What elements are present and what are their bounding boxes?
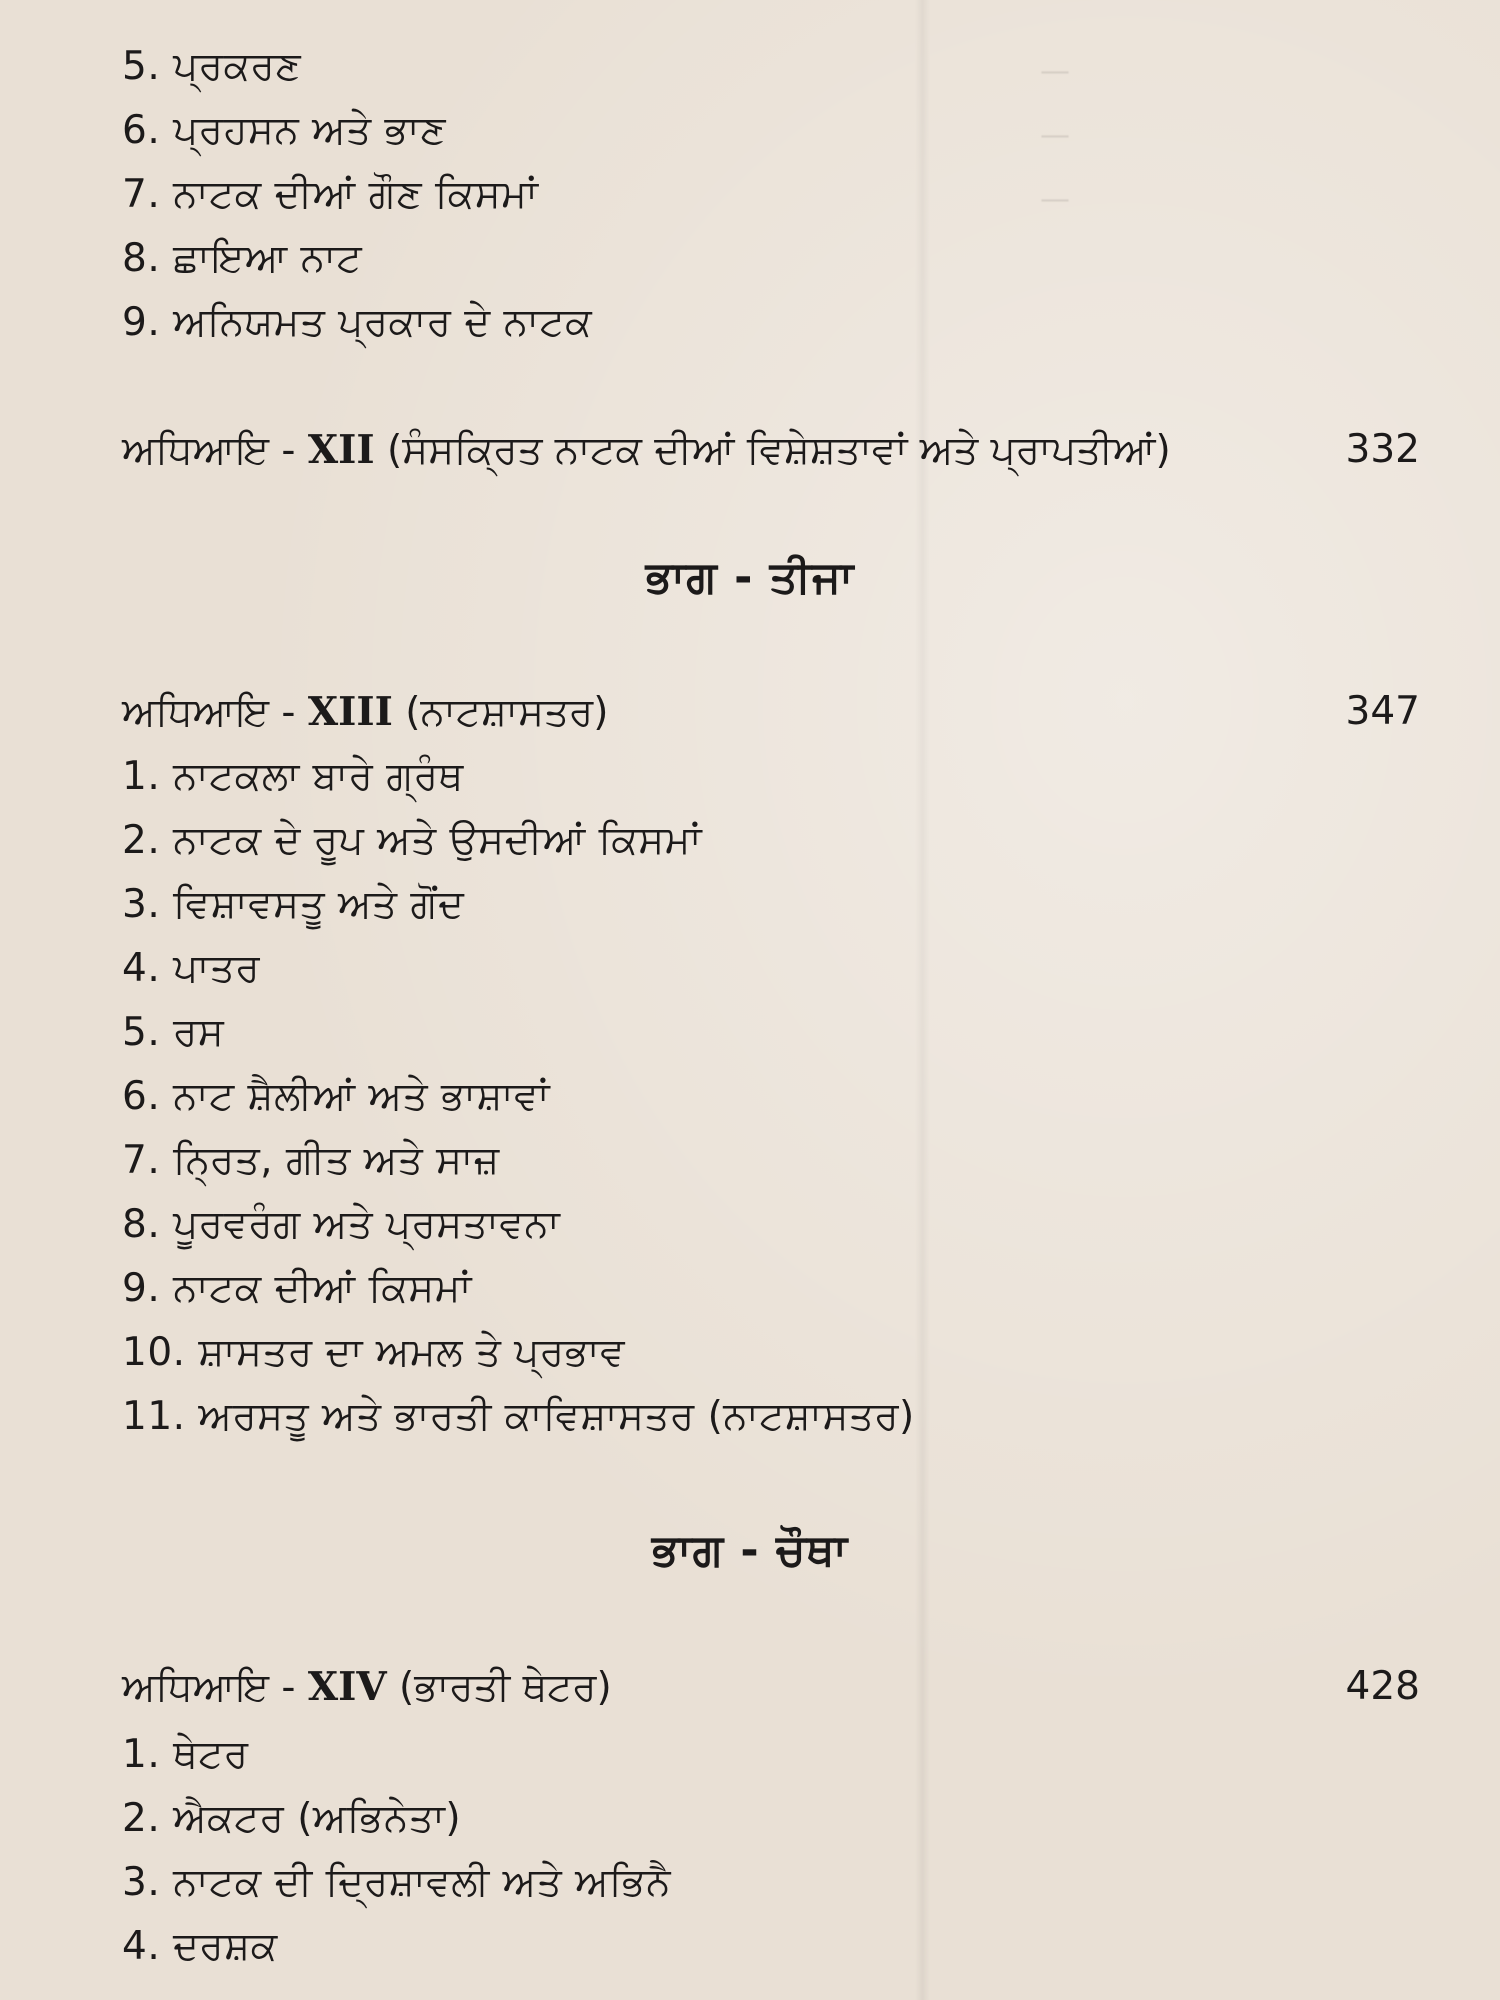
list-top <box>122 35 592 355</box>
list-item: 9. ਅਨਿਯਮਤ ਪ੍ਰਕਾਰ ਦੇ ਨਾਟਕ <box>122 300 593 345</box>
chapter-title: (ਨਾਟਸ਼ਾਸਤਰ) <box>392 690 609 735</box>
part-3-heading: ਭਾਗ - ਤੀਜਾ <box>645 552 855 603</box>
list-item: 9. ਨਾਟਕ ਦੀਆਂ ਕਿਸਮਾਂ <box>122 1266 472 1311</box>
list-item: 3. ਵਿਸ਼ਾਵਸਤੂ ਅਤੇ ਗੋਂਦ <box>122 882 465 927</box>
list-item: 8. ਛਾਇਆ ਨਾਟ <box>122 236 363 281</box>
list-item: 5. ਰਸ <box>122 1010 225 1055</box>
chapter-prefix: ਅਧਿਆਇ - <box>122 1665 308 1710</box>
list-chapter-14 <box>122 1723 671 1979</box>
chapter-page-number: 332 <box>1345 427 1420 472</box>
chapter-roman-numeral: XII <box>307 427 375 473</box>
chapter-14-heading <box>122 1655 1420 1719</box>
list-item: 6. ਪ੍ਰਹਸਨ ਅਤੇ ਭਾਣ <box>122 108 446 153</box>
list-item: 8. ਪੂਰਵਰੰਗ ਅਤੇ ਪ੍ਰਸਤਾਵਨਾ <box>122 1202 561 1247</box>
list-chapter-13 <box>122 745 915 1449</box>
list-item: 1. ਨਾਟਕਲਾ ਬਾਰੇ ਗ੍ਰੰਥ <box>122 754 464 799</box>
part-4-heading: ਭਾਗ - ਚੌਥਾ <box>651 1525 849 1576</box>
list-item: 7. ਨ੍ਰਿਤ, ਗੀਤ ਅਤੇ ਸਾਜ਼ <box>122 1138 500 1183</box>
list-item: 1. ਥੇਟਰ <box>122 1732 249 1777</box>
list-item: 4. ਦਰਸ਼ਕ <box>122 1924 278 1969</box>
list-item: 4. ਪਾਤਰ <box>122 946 261 991</box>
list-item: 6. ਨਾਟ ਸ਼ੈਲੀਆਂ ਅਤੇ ਭਾਸ਼ਾਵਾਂ <box>122 1074 551 1119</box>
chapter-12-heading <box>122 418 1420 482</box>
list-item: 3. ਨਾਟਕ ਦੀ ਦ੍ਰਿਸ਼ਾਵਲੀ ਅਤੇ ਅਭਿਨੈ <box>122 1860 671 1905</box>
chapter-roman-numeral: XIV <box>307 1664 387 1710</box>
list-item: 10. ਸ਼ਾਸਤਰ ਦਾ ਅਮਲ ਤੇ ਪ੍ਰਭਾਵ <box>122 1330 626 1375</box>
chapter-prefix: ਅਧਿਆਇ - <box>122 428 308 473</box>
chapter-title: (ਸੰਸਕ੍ਰਿਤ ਨਾਟਕ ਦੀਆਂ ਵਿਸ਼ੇਸ਼ਤਾਵਾਂ ਅਤੇ ਪ੍ਰਾਪਤੀਆਂ) <box>374 428 1171 473</box>
list-item: 2. ਐਕਟਰ (ਅਭਿਨੇਤਾ) <box>122 1796 462 1841</box>
chapter-page-number: 428 <box>1345 1664 1420 1709</box>
list-item: 2. ਨਾਟਕ ਦੇ ਰੂਪ ਅਤੇ ਉਸਦੀਆਂ ਕਿਸਮਾਂ <box>122 818 702 863</box>
bleed-through: — — — <box>1040 54 1070 217</box>
list-item: 7. ਨਾਟਕ ਦੀਆਂ ਗੌਣ ਕਿਸਮਾਂ <box>122 172 539 217</box>
chapter-13-heading <box>122 680 1420 744</box>
chapter-roman-numeral: XIII <box>307 689 393 735</box>
chapter-page-number: 347 <box>1345 689 1420 734</box>
list-item: 5. ਪ੍ਰਕਰਣ <box>122 44 302 89</box>
chapter-prefix: ਅਧਿਆਇ - <box>122 690 308 735</box>
list-item: 11. ਅਰਸਤੂ ਅਤੇ ਭਾਰਤੀ ਕਾਵਿਸ਼ਾਸਤਰ (ਨਾਟਸ਼ਾਸਤਰ) <box>122 1394 915 1439</box>
chapter-title: (ਭਾਰਤੀ ਥੇਟਰ) <box>386 1665 612 1710</box>
